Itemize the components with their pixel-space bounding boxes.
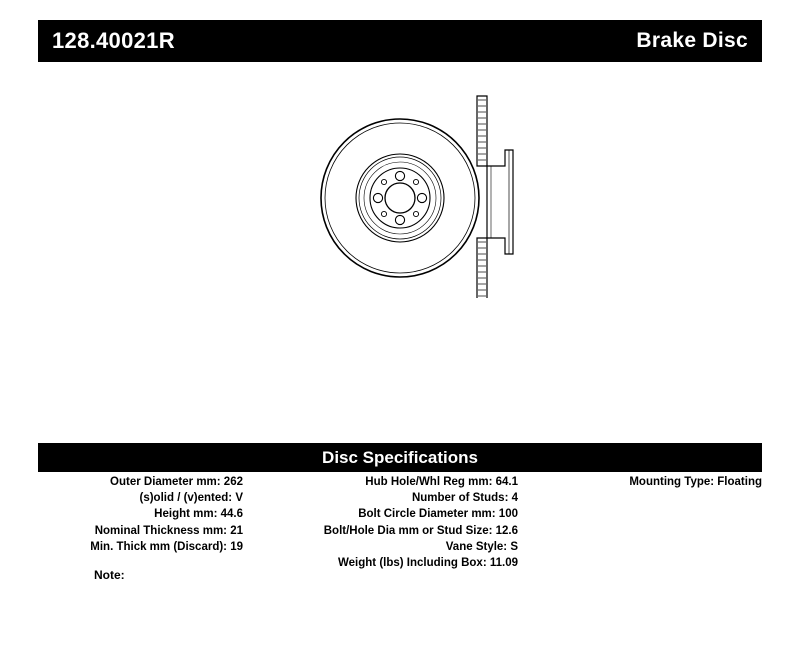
spec-item: Bolt Circle Diameter mm: 100 xyxy=(358,508,518,521)
spec-item: Mounting Type: Floating xyxy=(629,476,762,488)
note-label: Note: xyxy=(94,568,125,582)
spec-item: (s)olid / (v)ented: V xyxy=(139,492,243,505)
spec-column-left xyxy=(38,474,243,555)
spec-item: Min. Thick mm (Discard): 19 xyxy=(90,540,243,553)
header-bar xyxy=(38,20,762,62)
spec-item: Weight (lbs) Including Box: 11.09 xyxy=(338,557,518,570)
spec-column-right xyxy=(530,474,762,490)
spec-item: Height mm: 44.6 xyxy=(154,508,243,521)
spec-item: Number of Studs: 4 xyxy=(411,492,518,505)
product-image-area xyxy=(38,70,762,430)
brake-rotor-side-view-icon xyxy=(463,88,533,298)
spec-item: Bolt/Hole Dia mm or Stud Size: 12.6 xyxy=(323,524,518,537)
disc-specifications-title: Disc Specifications xyxy=(38,443,762,472)
spec-item: Vane Style: S xyxy=(445,540,518,553)
spec-item: Outer Diameter mm: 262 xyxy=(110,476,243,488)
spec-item: Hub Hole/Whl Reg mm: 64.1 xyxy=(365,476,518,488)
spec-column-middle xyxy=(253,474,518,571)
disc-specifications-body xyxy=(38,474,762,594)
product-type-label: Brake Disc xyxy=(636,29,748,52)
spec-item: Nominal Thickness mm: 21 xyxy=(94,524,243,537)
part-number: 128.40021R xyxy=(52,28,175,53)
